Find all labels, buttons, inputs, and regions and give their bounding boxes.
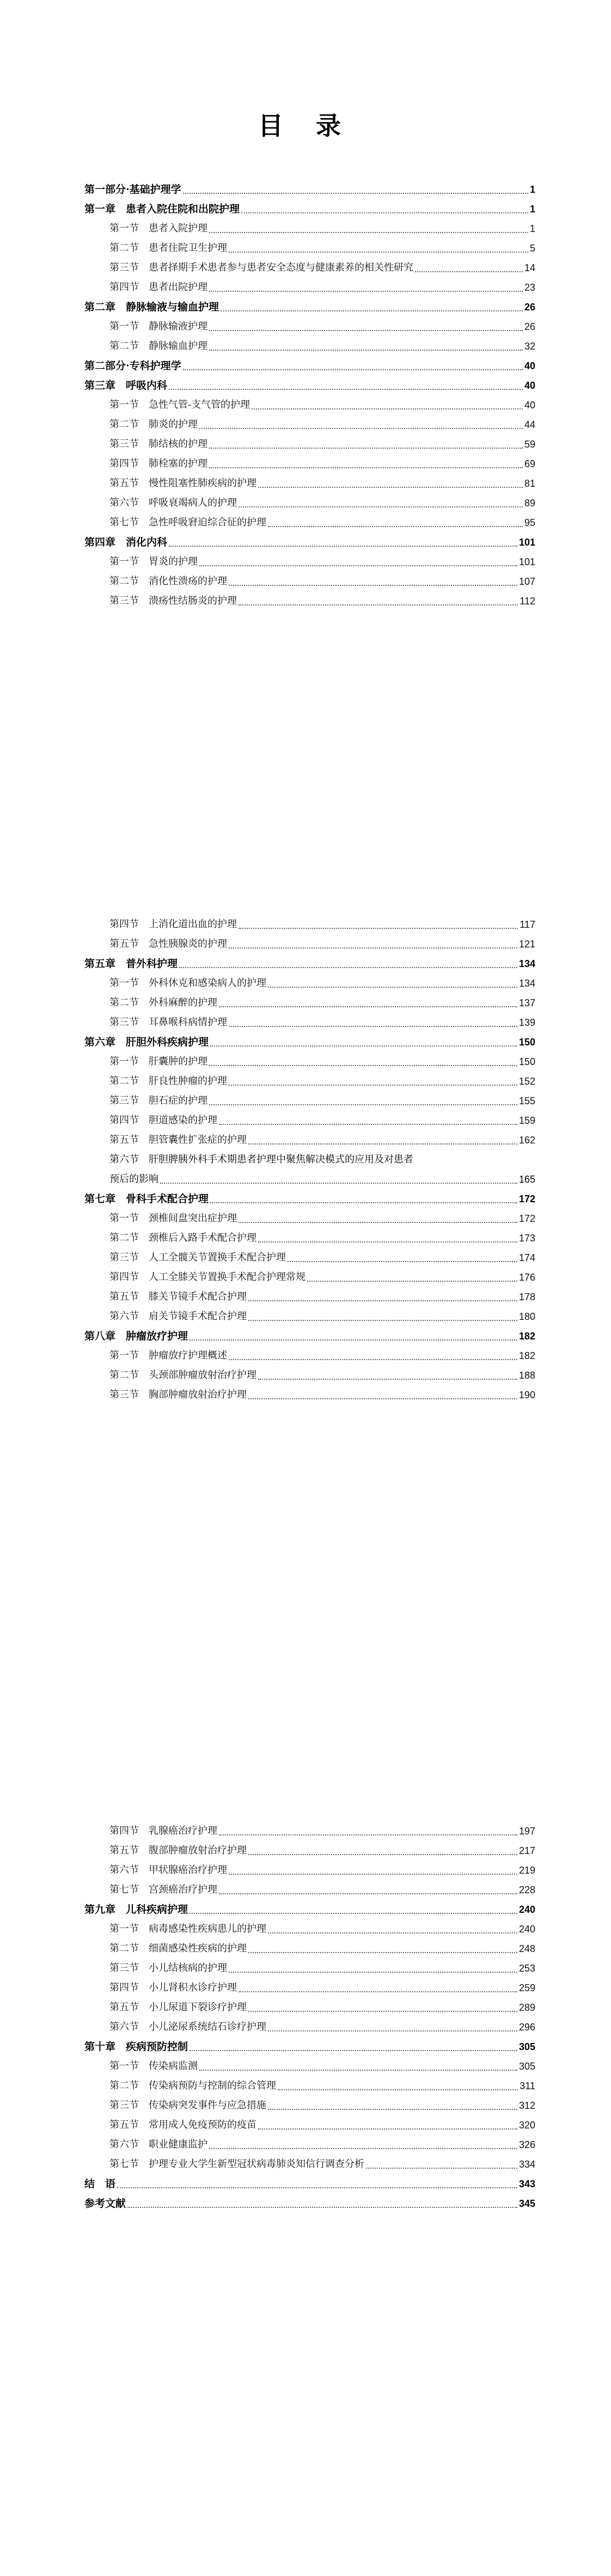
dot-leader	[127, 2207, 517, 2208]
dot-leader	[169, 389, 523, 390]
toc-page-number: 343	[518, 2179, 535, 2189]
toc-entry-label: 第一节 传染病监测	[109, 2060, 198, 2072]
toc-entry-chapter[interactable]	[84, 180, 535, 199]
toc-entry-label: 第二部分·专科护理学	[84, 360, 181, 372]
toc-entry-label: 第九章 儿科疾病护理	[84, 1904, 188, 1916]
toc-page-number: 334	[518, 2159, 535, 2170]
dot-leader	[179, 967, 517, 968]
toc-entry-section[interactable]	[84, 1013, 535, 1032]
toc-page-number: 155	[518, 1096, 535, 1106]
toc-entry-label: 第五章 普外科护理	[84, 958, 178, 970]
dot-leader	[209, 2148, 517, 2149]
toc-entry-label: 第三节 耳鼻喉科病情护理	[109, 1017, 227, 1028]
dot-leader	[248, 2011, 517, 2012]
toc-entry-label: 第四章 消化内科	[84, 536, 168, 548]
toc-entry-section[interactable]	[84, 2076, 535, 2096]
dot-leader	[209, 1065, 517, 1066]
dot-leader	[219, 1006, 517, 1007]
toc-entry-label: 第七节 急性呼吸窘迫综合征的护理	[109, 517, 266, 528]
toc-entry-section[interactable]	[84, 2057, 535, 2076]
toc-entry-section[interactable]	[84, 493, 535, 513]
toc-entry-section[interactable]	[84, 934, 535, 954]
toc-entry-section[interactable]	[84, 474, 535, 493]
toc-entry-section[interactable]	[84, 1919, 535, 1939]
dot-leader	[248, 1300, 517, 1301]
toc-entry-label: 第三节 人工全髋关节置换手术配合护理	[109, 1252, 286, 1263]
dot-leader	[241, 212, 528, 213]
dot-leader	[219, 1834, 517, 1835]
toc-page-number: 174	[518, 1252, 535, 1263]
toc-page-number: 81	[524, 478, 535, 489]
toc-entry-chapter[interactable]	[84, 533, 535, 552]
toc-entry-label: 第二节 静脉输血护理	[109, 340, 207, 352]
toc-entry-section[interactable]	[84, 993, 535, 1013]
toc-entry-section[interactable]	[84, 1268, 535, 1287]
toc-entry-section[interactable]	[84, 1880, 535, 1900]
toc-page-number: 32	[524, 341, 535, 352]
toc-entry-label: 第二节 细菌感染性疾病的护理	[109, 1943, 247, 1954]
toc-entry-chapter[interactable]	[84, 297, 535, 317]
toc-entry-label: 第四节 患者出院护理	[109, 282, 207, 293]
dot-leader	[199, 428, 523, 429]
toc-entry-section[interactable]	[84, 1998, 535, 2017]
dot-leader	[258, 1241, 517, 1243]
toc-entry-continuation	[109, 1170, 535, 1189]
dot-leader	[209, 448, 523, 449]
toc-entry-label: 第八章 肿瘤放疗护理	[84, 1330, 188, 1342]
toc-entry-section[interactable]	[84, 336, 535, 356]
toc-entry-chapter[interactable]	[84, 1032, 535, 1052]
toc-entry-section[interactable]	[84, 1861, 535, 1880]
toc-entry-chapter[interactable]	[84, 2037, 535, 2057]
toc-entry-label: 第四节 人工全膝关节置换手术配合护理常规	[109, 1271, 306, 1283]
toc-page-number: 182	[518, 1331, 535, 1342]
dot-leader	[209, 1104, 517, 1105]
toc-entry-label: 第五节 急性胰腺炎的护理	[109, 938, 227, 950]
toc-page-number: 240	[518, 1924, 535, 1935]
toc-entry-label: 第一节 肿瘤放疗护理概述	[109, 1350, 227, 1361]
toc-page-number: 117	[520, 919, 535, 930]
dot-leader	[229, 1359, 517, 1360]
toc-entry-section[interactable]	[84, 1841, 535, 1861]
toc-entry-chapter[interactable]	[84, 2194, 535, 2213]
dot-leader	[209, 291, 523, 292]
dot-leader	[190, 1913, 517, 1914]
toc-page-number: 44	[524, 419, 535, 430]
dot-leader	[258, 2128, 517, 2130]
toc-page-number: 311	[520, 2081, 535, 2091]
toc-entry-label: 第五节 胆管囊性扩张症的护理	[109, 1134, 247, 1146]
toc-entry-label: 第七节 宫颈癌治疗护理	[109, 1884, 217, 1895]
toc-entry-label: 第三节 传染病突发事件与应急措施	[109, 2100, 266, 2111]
toc-entry-chapter[interactable]	[84, 2174, 535, 2194]
toc-page-number: 240	[518, 1904, 535, 1915]
toc-entry-label: 第五节 腹部肿瘤放射治疗护理	[109, 1845, 247, 1856]
dot-leader	[248, 1854, 517, 1855]
toc-entry-label: 第二节 外科麻醉的护理	[109, 997, 217, 1008]
toc-entry-chapter[interactable]	[84, 954, 535, 974]
toc-entry-label: 参考文献	[84, 2198, 126, 2210]
toc-entry-section[interactable]	[84, 1052, 535, 1072]
toc-page-number: 197	[518, 1826, 535, 1837]
toc-entry-chapter[interactable]	[84, 1326, 535, 1346]
toc-entry-section[interactable]	[84, 435, 535, 454]
dot-leader	[248, 1320, 517, 1321]
dot-leader	[229, 1026, 517, 1027]
toc-entry-label: 第六章 肝胆外科疾病护理	[84, 1036, 209, 1048]
toc-list	[84, 180, 535, 611]
toc-entry-section[interactable]	[84, 1366, 535, 1385]
toc-entry-label: 第五节 慢性阻塞性肺疾病的护理	[109, 478, 256, 489]
dot-leader	[169, 546, 517, 547]
toc-page-number: 1	[529, 184, 535, 195]
toc-entry-label: 第六节 肩关节镜手术配合护理	[109, 1311, 247, 1322]
dot-leader	[252, 408, 523, 409]
toc-page-number: 134	[518, 978, 535, 989]
dot-leader	[248, 1398, 517, 1399]
dot-leader	[209, 350, 523, 351]
toc-page-number: 40	[524, 360, 535, 371]
toc-entry-chapter[interactable]	[84, 1900, 535, 1919]
toc-list	[84, 915, 535, 1405]
dot-leader	[415, 271, 523, 272]
toc-page-number: 159	[518, 1115, 535, 1126]
toc-entry-section[interactable]	[84, 572, 535, 591]
dot-leader	[258, 1379, 517, 1380]
toc-entry-label: 第三节 肺结核的护理	[109, 438, 207, 450]
toc-entry-chapter[interactable]	[84, 376, 535, 395]
toc-entry-section[interactable]	[84, 1346, 535, 1366]
dot-leader	[117, 2187, 517, 2188]
dot-leader	[278, 2089, 518, 2090]
toc-entry-section[interactable]	[84, 219, 535, 238]
toc-page-number: 23	[524, 282, 535, 293]
toc-entry-chapter[interactable]	[84, 1189, 535, 1209]
toc-entry-label: 第二节 肝良性肿瘤的护理	[109, 1075, 227, 1087]
toc-page-number: 296	[518, 2022, 535, 2033]
toc-entry-chapter[interactable]	[84, 356, 535, 376]
toc-entry-label: 第四节 胆道感染的护理	[109, 1115, 217, 1126]
toc-page-number: 40	[524, 400, 535, 411]
toc-page-number: 289	[518, 2002, 535, 2013]
dot-leader	[210, 1202, 517, 1203]
dot-leader	[183, 369, 523, 370]
toc-entry-section[interactable]	[84, 1072, 535, 1091]
dot-leader	[268, 2030, 517, 2032]
dot-leader	[229, 1085, 517, 1086]
toc-entry-label-continued: 预后的影响	[109, 1173, 158, 1185]
toc-page-number: 312	[518, 2100, 535, 2111]
toc-entry-label: 第六节 肝胆脾胰外科手术期患者护理中聚焦解决模式的应用及对患者	[109, 1154, 413, 1165]
dot-leader	[268, 526, 523, 527]
toc-page-number: 190	[518, 1390, 535, 1400]
toc-page-number: 162	[518, 1135, 535, 1146]
toc-page-number: 188	[518, 1370, 535, 1381]
toc-entry-section[interactable]	[84, 415, 535, 435]
toc-entry-label: 第五节 膝关节镜手术配合护理	[109, 1291, 247, 1302]
toc-entry-section[interactable]	[84, 552, 535, 572]
dot-leader	[239, 1991, 517, 1992]
toc-page-number: 95	[524, 517, 535, 528]
toc-page-number: 150	[518, 1037, 535, 1048]
toc-entry-section[interactable]	[84, 1385, 535, 1405]
dot-leader	[258, 487, 523, 488]
toc-page-number: 259	[518, 1983, 535, 1993]
toc-entry-label: 第一节 外科休克和感染病人的护理	[109, 977, 266, 989]
dot-leader	[160, 1183, 517, 1184]
toc-entry-section[interactable]	[84, 974, 535, 993]
toc-page-number: 101	[518, 537, 535, 548]
toc-entry-label: 第一节 静脉输液护理	[109, 321, 207, 332]
dot-leader	[209, 232, 528, 233]
toc-entry-label: 第三节 胆石症的护理	[109, 1095, 207, 1106]
toc-entry-label: 第三节 胸部肿瘤放射治疗护理	[109, 1389, 247, 1400]
toc-entry-label: 第三章 呼吸内科	[84, 380, 168, 391]
dot-leader	[229, 252, 528, 253]
dot-leader	[239, 506, 523, 507]
toc-entry-label: 第七章 骨科手术配合护理	[84, 1193, 209, 1205]
toc-page-number: 176	[518, 1272, 535, 1283]
toc-entry-label: 第三节 溃疡性结肠炎的护理	[109, 595, 237, 607]
toc-entry-section[interactable]	[84, 513, 535, 533]
toc-entry-section[interactable]	[84, 1209, 535, 1228]
toc-page-number: 40	[524, 380, 535, 391]
dot-leader	[199, 2070, 517, 2071]
toc-entry-section[interactable]	[84, 278, 535, 297]
dot-leader	[219, 1124, 517, 1125]
toc-entry-label: 第二章 静脉输液与输血护理	[84, 301, 219, 313]
toc-page-number: 14	[524, 262, 535, 273]
toc-page-number: 137	[518, 998, 535, 1008]
toc-page-number: 139	[518, 1017, 535, 1028]
toc-page-number: 178	[518, 1292, 535, 1302]
toc-entry-chapter[interactable]	[84, 199, 535, 219]
toc-page-number: 5	[529, 243, 535, 254]
toc-entry-label: 第四节 小儿肾积水诊疗护理	[109, 1982, 237, 1993]
toc-page-number: 1	[529, 204, 535, 215]
toc-page-number: 26	[524, 321, 535, 332]
toc-entry-section[interactable]	[84, 2135, 535, 2155]
toc-entry-label: 结 语	[84, 2178, 116, 2190]
toc-page-number: 180	[518, 1311, 535, 1322]
toc-entry-section[interactable]	[84, 1248, 535, 1268]
toc-entry-section[interactable]	[84, 591, 535, 611]
dot-leader	[366, 2168, 517, 2169]
toc-page-number: 326	[518, 2139, 535, 2150]
toc-page-number: 134	[518, 958, 535, 969]
dot-leader	[268, 1932, 517, 1933]
dot-leader	[209, 330, 523, 331]
toc-entry-section[interactable]	[84, 1307, 535, 1326]
toc-entry-section[interactable]	[84, 1091, 535, 1111]
dot-leader	[239, 1222, 517, 1223]
toc-entry-label: 第七节 护理专业大学生新型冠状病毒肺炎知信行调查分析	[109, 2158, 364, 2170]
toc-entry-section[interactable]	[84, 915, 535, 934]
toc-entry-label: 第三节 患者择期手术患者参与患者安全态度与健康素养的相关性研究	[109, 262, 413, 273]
toc-entry-label: 第六节 甲状腺癌治疗护理	[109, 1864, 227, 1876]
dot-leader	[190, 1339, 517, 1341]
toc-entry-section[interactable]	[84, 454, 535, 474]
toc-page-number: 59	[524, 439, 535, 450]
toc-entry-label: 第一节 胃炎的护理	[109, 556, 198, 567]
toc-entry-label: 第二节 传染病预防与控制的综合管理	[109, 2080, 276, 2091]
toc-page-number: 253	[518, 1963, 535, 1974]
toc-entry-section[interactable]	[84, 1978, 535, 1998]
toc-page-number: 101	[518, 556, 535, 567]
toc-page-number: 152	[518, 1076, 535, 1087]
toc-page-number: 248	[518, 1943, 535, 1954]
toc-entry-label: 第三节 小儿结核病的护理	[109, 1962, 227, 1974]
dot-leader	[239, 604, 518, 605]
toc-entry-label: 第一节 肝囊肿的护理	[109, 1056, 207, 1067]
toc-page-number: 172	[518, 1194, 535, 1204]
toc-entry-label: 第四节 肺栓塞的护理	[109, 458, 207, 469]
toc-page-2	[0, 859, 611, 1717]
toc-entry-label: 第二节 消化性溃疡的护理	[109, 576, 227, 587]
toc-page-number: 305	[518, 2061, 535, 2072]
toc-entry-section[interactable]	[84, 258, 535, 278]
toc-entry-label: 第二节 患者住院卫生护理	[109, 242, 227, 254]
toc-entry-section[interactable]	[84, 1111, 535, 1130]
toc-page-number: 121	[518, 939, 535, 950]
toc-entry-label: 第一节 急性气管-支气管的护理	[109, 399, 250, 411]
toc-entry-section[interactable]	[84, 317, 535, 336]
dot-leader	[229, 1874, 517, 1875]
toc-entry-section[interactable]	[84, 1939, 535, 1959]
dot-leader	[229, 1972, 517, 1973]
dot-leader	[221, 310, 523, 311]
toc-page-number: 219	[518, 1865, 535, 1876]
toc-page-number: 320	[518, 2120, 535, 2131]
toc-entry-section[interactable]	[84, 395, 535, 415]
toc-entry-label: 第四节 上消化道出血的护理	[109, 919, 237, 930]
toc-entry-label: 第六节 呼吸衰竭病人的护理	[109, 497, 237, 509]
toc-entry-label: 第一部分·基础护理学	[84, 183, 181, 195]
toc-entry-label: 第二节 头颈部肿瘤放射治疗护理	[109, 1369, 256, 1381]
toc-entry-section[interactable]	[84, 2155, 535, 2174]
toc-entry-section[interactable]	[84, 1287, 535, 1307]
toc-page-number: 172	[518, 1213, 535, 1224]
toc-entry-label: 第一节 患者入院护理	[109, 223, 207, 234]
toc-title: 目 录	[258, 111, 353, 140]
toc-entry-label: 第五节 常用成人免疫预防的疫苗	[109, 2119, 256, 2131]
toc-entry-section[interactable]	[84, 1150, 535, 1189]
toc-page-number: 217	[518, 1845, 535, 1856]
toc-page-number: 173	[518, 1233, 535, 1244]
toc-entry-label: 第一节 颈椎间盘突出症护理	[109, 1213, 237, 1224]
toc-entry-label: 第一节 病毒感染性疾病患儿的护理	[109, 1923, 266, 1935]
toc-page-number: 165	[518, 1174, 535, 1185]
dot-leader	[209, 467, 523, 468]
toc-page-number: 69	[524, 458, 535, 469]
toc-entry-label: 第五节 小儿尿道下裂诊疗护理	[109, 2002, 247, 2013]
toc-entry-label: 第四节 乳腺癌治疗护理	[109, 1825, 217, 1837]
toc-entry-section[interactable]	[84, 1821, 535, 1841]
toc-entry-label: 第六节 小儿泌尿系统结石诊疗护理	[109, 2021, 266, 2033]
dot-leader	[229, 947, 517, 949]
toc-entry-section[interactable]	[84, 2017, 535, 2037]
dot-leader	[307, 1281, 517, 1282]
toc-entry-section[interactable]	[84, 238, 535, 258]
toc-entry-section[interactable]	[84, 1228, 535, 1248]
dot-leader	[210, 1045, 517, 1047]
toc-page-1	[0, 0, 611, 859]
dot-leader	[219, 1893, 517, 1894]
toc-page-number: 112	[520, 596, 535, 607]
toc-page-number: 1	[529, 223, 535, 234]
toc-page-3	[0, 1717, 611, 2576]
toc-page-number: 228	[518, 1884, 535, 1895]
toc-entry-section[interactable]	[84, 1959, 535, 1978]
toc-page-number: 26	[524, 302, 535, 313]
toc-page-number: 107	[518, 576, 535, 587]
dot-leader	[248, 1952, 517, 1953]
dot-leader	[268, 2109, 517, 2110]
toc-page-number: 89	[524, 498, 535, 509]
toc-entry-label: 第二节 颈椎后入路手术配合护理	[109, 1232, 256, 1244]
toc-page-number: 345	[518, 2198, 535, 2209]
dot-leader	[248, 1143, 517, 1145]
dot-leader	[183, 193, 528, 194]
dot-leader	[239, 928, 518, 929]
toc-list	[84, 1821, 535, 2213]
toc-page-number: 305	[518, 2041, 535, 2052]
toc-page-number: 150	[518, 1056, 535, 1067]
toc-entry-label: 第十章 疾病预防控制	[84, 2041, 188, 2053]
toc-entry-label: 第一章 患者入院住院和出院护理	[84, 203, 240, 215]
toc-entry-section[interactable]	[84, 2115, 535, 2135]
toc-entry-section[interactable]	[84, 1130, 535, 1150]
toc-page-number: 182	[518, 1350, 535, 1361]
dot-leader	[190, 2050, 517, 2051]
dot-leader	[229, 585, 517, 586]
dot-leader	[268, 987, 517, 988]
dot-leader	[288, 1261, 517, 1262]
dot-leader	[199, 565, 517, 566]
toc-entry-label: 第六节 职业健康监护	[109, 2139, 207, 2150]
toc-entry-label: 第二节 肺炎的护理	[109, 419, 198, 430]
toc-entry-section[interactable]	[84, 2096, 535, 2115]
